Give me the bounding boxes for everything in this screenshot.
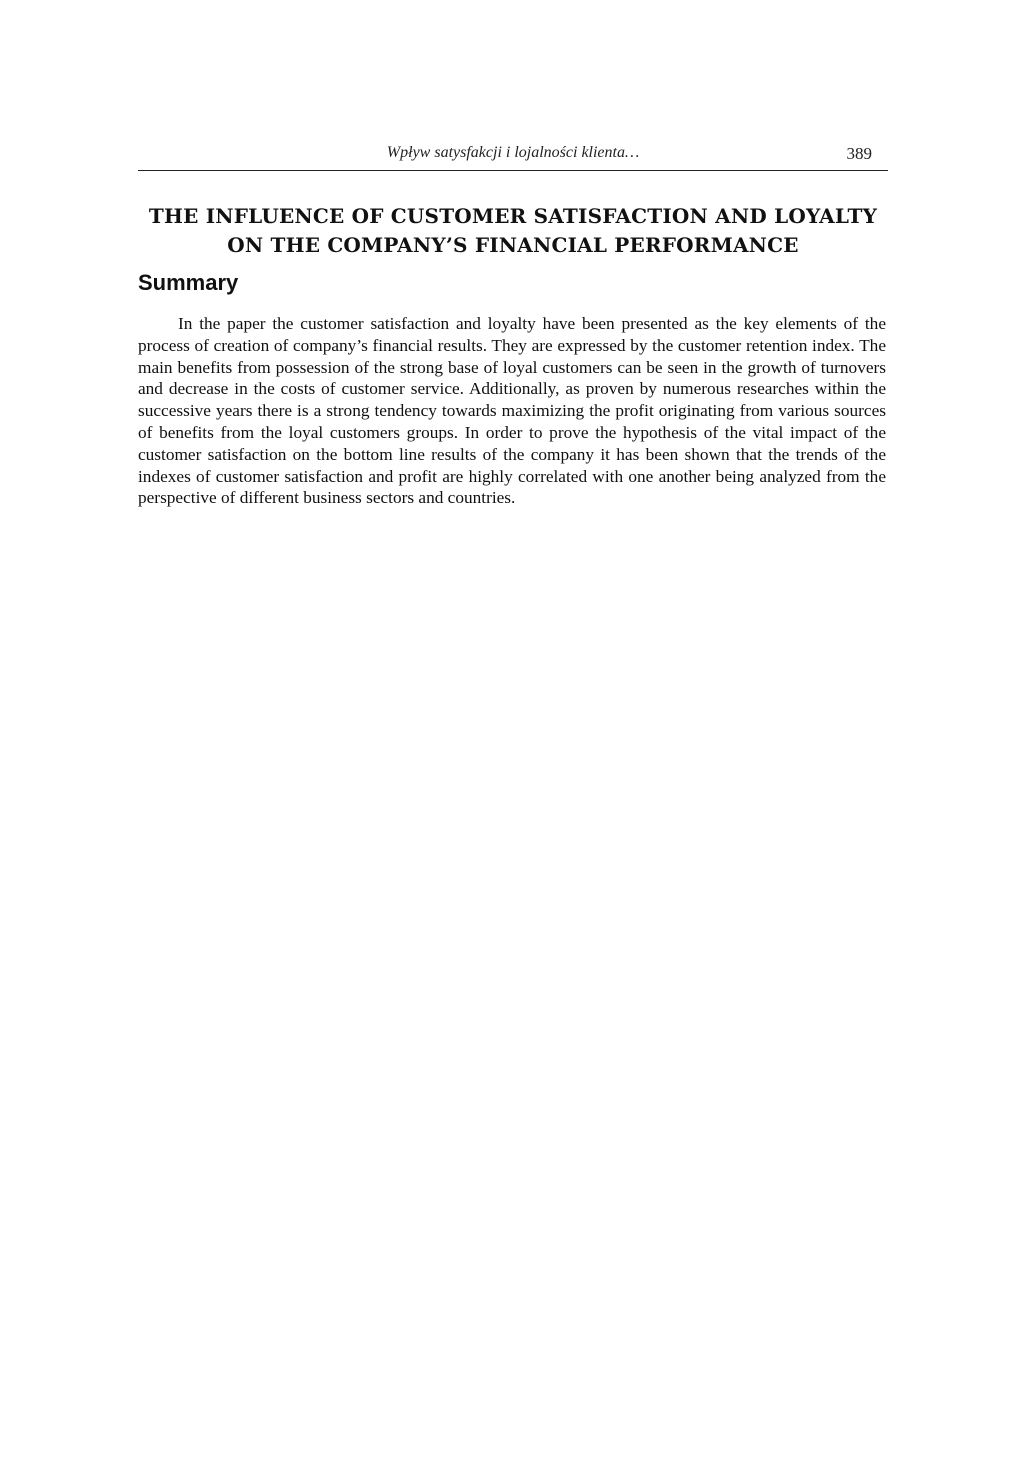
page-number: 389 — [846, 144, 872, 163]
running-header — [138, 140, 888, 170]
summary-paragraph: In the paper the customer satisfaction and loyalty have been presented as the key elements of the process of creation of company’s financial results. They are expressed by the customer retention index. The main benefits from possession of the strong base of loyal customers can be seen in the growth of turnovers and decrease in the costs of customer service. Additionally, as proven by numerous researches within the successive years there is a strong tendency towards maximizing the profit originating from various sources of benefits from the loyal customers groups. In order to prove the hypothesis of the vital impact of the customer satisfaction on the bottom line results of the company it has been shown that the trends of the indexes of customer satisfaction and profit are highly correlated with one another being analyzed from the perspective of different business sectors and countries. — [138, 314, 886, 508]
running-title: Wpływ satysfakcji i lojalności klienta… — [386, 144, 640, 161]
header-divider — [138, 170, 888, 171]
summary-heading: Summary — [138, 270, 239, 295]
paper-title: THE INFLUENCE OF CUSTOMER SATISFACTION AND LOYALTY ON THE COMPANY’S FINANCIAL PERFORMANCE — [148, 204, 878, 257]
